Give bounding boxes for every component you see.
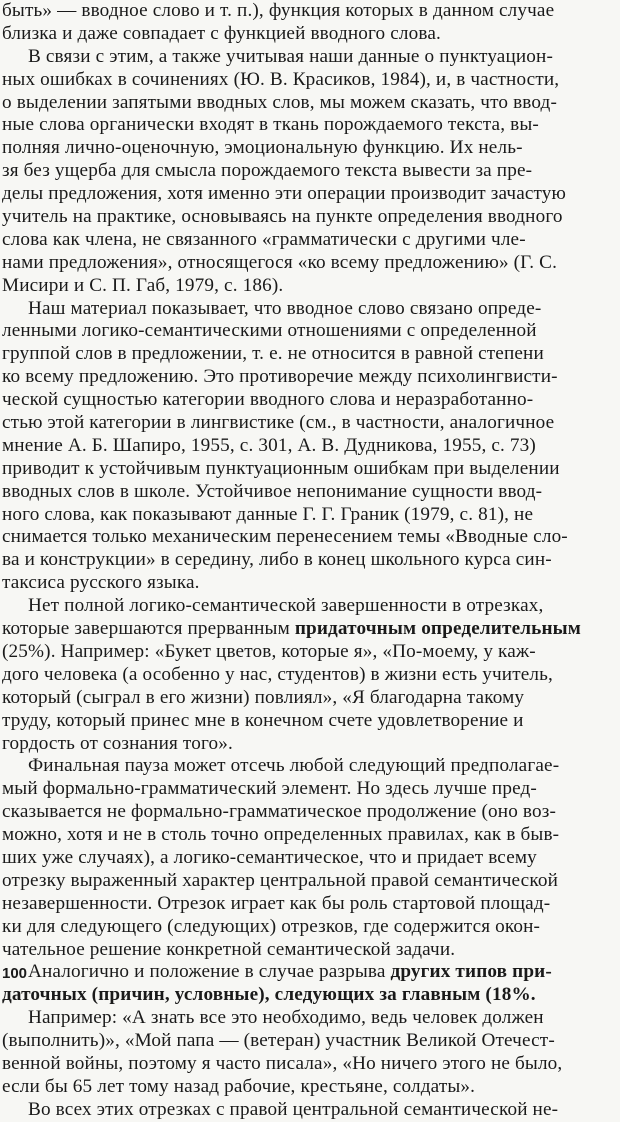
bold-text-span: даточных (причин, условные), следующих за главным (18%. — [2, 984, 536, 1006]
text-span: ко всему предложению. Это противоречие между психолингвисти- — [2, 366, 558, 388]
text-line — [0, 526, 620, 549]
text-line — [0, 801, 620, 824]
text-span: Аналогично и положение в случае разрыва — [28, 961, 391, 983]
text-span: ленными логико-семантическими отношениями с определенной — [2, 320, 537, 342]
text-line — [0, 481, 620, 504]
text-span: Наш материал показывает, что вводное слово связано опреде- — [28, 297, 542, 319]
text-line — [0, 824, 620, 847]
text-span: ших уже случаях), а логико-семантическое, что и придает всему — [2, 846, 537, 868]
text-line — [0, 618, 620, 641]
text-line — [0, 320, 620, 343]
text-line — [0, 69, 620, 92]
text-span: которые завершаются прерванным — [2, 618, 295, 640]
text-span: Мисири и С. П. Габ, 1979, с. 186). — [2, 274, 284, 296]
text-line — [0, 664, 620, 687]
text-span: можно, хотя и не в столь точно определенных правилах, как в быв- — [2, 824, 560, 846]
text-span: о выделении запятыми вводных слов, мы можем сказать, что ввод- — [2, 91, 558, 113]
text-line — [0, 687, 620, 710]
text-line — [0, 778, 620, 801]
page-number: 100 — [2, 965, 28, 982]
text-line — [0, 46, 620, 69]
text-line — [0, 412, 620, 435]
text-line — [0, 755, 620, 778]
text-span: мый формально-грамматический элемент. Но здесь лучше пред- — [2, 778, 537, 800]
text-span: если бы 65 лет тому назад рабочие, крестьяне, солдаты». — [2, 1075, 476, 1097]
text-span: Например: «А знать все это необходимо, ведь человек должен — [28, 1007, 544, 1029]
text-span: Финальная пауза может отсечь любой следующий предполагае- — [28, 755, 560, 777]
text-line — [0, 595, 620, 618]
text-line — [0, 939, 620, 962]
text-span: вводных слов в школе. Устойчивое непонимание сущности ввод- — [2, 480, 543, 502]
text-line — [0, 1099, 620, 1122]
text-line — [0, 183, 620, 206]
text-span: сказывается не формально-грамматическое продолжение (оно воз- — [2, 801, 557, 823]
text-span: незавершенности. Отрезок играет как бы роль стартовой площад- — [2, 892, 551, 914]
text-span: (25%). Например: «Букет цветов, которые я», «По-моему, у каж- — [2, 640, 536, 662]
bold-text-span: придаточным определительным — [294, 618, 582, 640]
text-span: таксиса русского языка. — [2, 572, 200, 594]
text-line — [0, 458, 620, 481]
text-span: (выполнить)», «Мой папа — (ветеран) участник Великой Отечест- — [2, 1030, 555, 1052]
text-line — [0, 504, 620, 527]
text-span: ные слова органически входят в ткань порождаемого текста, вы- — [2, 114, 539, 136]
bold-text-span: других типов при- — [390, 961, 552, 983]
text-line — [0, 961, 620, 984]
text-line — [0, 160, 620, 183]
text-line — [0, 710, 620, 733]
text-span: ных ошибках в сочинениях (Ю. В. Красиков, 1984), и, в частности, — [2, 68, 560, 90]
text-span: делы предложения, хотя именно эти операции производит зачастую — [2, 183, 567, 205]
text-line — [0, 1030, 620, 1053]
text-line — [0, 92, 620, 115]
text-span: нами предложения», относящегося «ко всему предложению» (Г. С. — [2, 251, 558, 273]
text-line — [0, 847, 620, 870]
text-line — [0, 893, 620, 916]
text-line — [0, 298, 620, 321]
text-span: учитель на практике, основываясь на пункте определения вводного — [2, 206, 563, 228]
text-line — [0, 206, 620, 229]
text-line — [0, 733, 620, 756]
text-line — [0, 252, 620, 275]
text-span: венной войны, поэтому я часто писала», «Но ничего этого не было, — [2, 1052, 563, 1074]
text-span: отрезку выраженный характер центральной правой семантической — [2, 869, 558, 891]
text-line — [0, 435, 620, 458]
text-line — [0, 1007, 620, 1030]
text-span: слова как члена, не связанного «грамматически с другими чле- — [2, 228, 526, 250]
text-span: ного слова, как показывают данные Г. Г. Граник (1979, с. 81), не — [2, 503, 534, 525]
text-line — [0, 23, 620, 46]
text-line — [0, 572, 620, 595]
text-line — [0, 1076, 620, 1099]
text-span: ки для следующего (следующих) отрезков, где содержится окон- — [2, 915, 541, 937]
text-span: Нет полной логико-семантической завершенности в отрезках, — [28, 595, 544, 617]
text-span: ва и конструкции» в середину, либо в конец школьного курса син- — [2, 549, 552, 571]
text-line — [0, 275, 620, 298]
text-line — [0, 137, 620, 160]
text-span: мнение А. Б. Шапиро, 1955, с. 301, А. В. Дудникова, 1955, с. 73) — [2, 434, 536, 456]
text-line — [0, 549, 620, 572]
text-span: близка и даже совпадает с функцией вводного слова. — [2, 22, 441, 44]
text-line — [0, 916, 620, 939]
text-span: зя без ущерба для смысла порождаемого текста вывести за пре- — [2, 160, 533, 182]
text-line — [0, 366, 620, 389]
text-span: стью этой категории в лингвистике (см., в частности, аналогичное — [2, 412, 555, 434]
text-line — [0, 0, 620, 23]
text-line — [0, 870, 620, 893]
text-span: ческой сущностью категории вводного слова и неразработанно- — [2, 389, 534, 411]
text-span: который (сыграл в его жизни) повлиял», «Я благодарна такому — [2, 686, 525, 708]
text-span: приводит к устойчивым пунктуационным ошибкам при выделении — [2, 457, 560, 479]
text-span: Во всех этих отрезках с правой центральной семантической не- — [28, 1098, 559, 1120]
text-line — [0, 114, 620, 137]
text-span: снимается только механическим перенесением темы «Вводные сло- — [2, 526, 568, 548]
text-line — [0, 1053, 620, 1076]
text-span: чательное решение конкретной семантической задачи. — [2, 938, 456, 960]
text-span: В связи с этим, а также учитывая наши данные о пунктуацион- — [28, 45, 554, 67]
text-line — [0, 984, 620, 1007]
text-line — [0, 389, 620, 412]
text-span: гордость от сознания того». — [2, 732, 233, 754]
text-span: группой слов в предложении, т. е. не относится в равной степени — [2, 343, 544, 365]
text-line — [0, 641, 620, 664]
text-span: полняя лично-оценочную, эмоциональную функцию. Их нель- — [2, 137, 523, 159]
text-span: дого человека (а особенно у нас, студентов) в жизни есть учитель, — [2, 663, 553, 685]
text-span: труду, который принес мне в конечном счете удовлетворение и — [2, 709, 524, 731]
text-line — [0, 229, 620, 252]
text-span: быть» — вводное слово и т. п.), функция которых в данном случае — [2, 0, 555, 21]
text-line — [0, 343, 620, 366]
